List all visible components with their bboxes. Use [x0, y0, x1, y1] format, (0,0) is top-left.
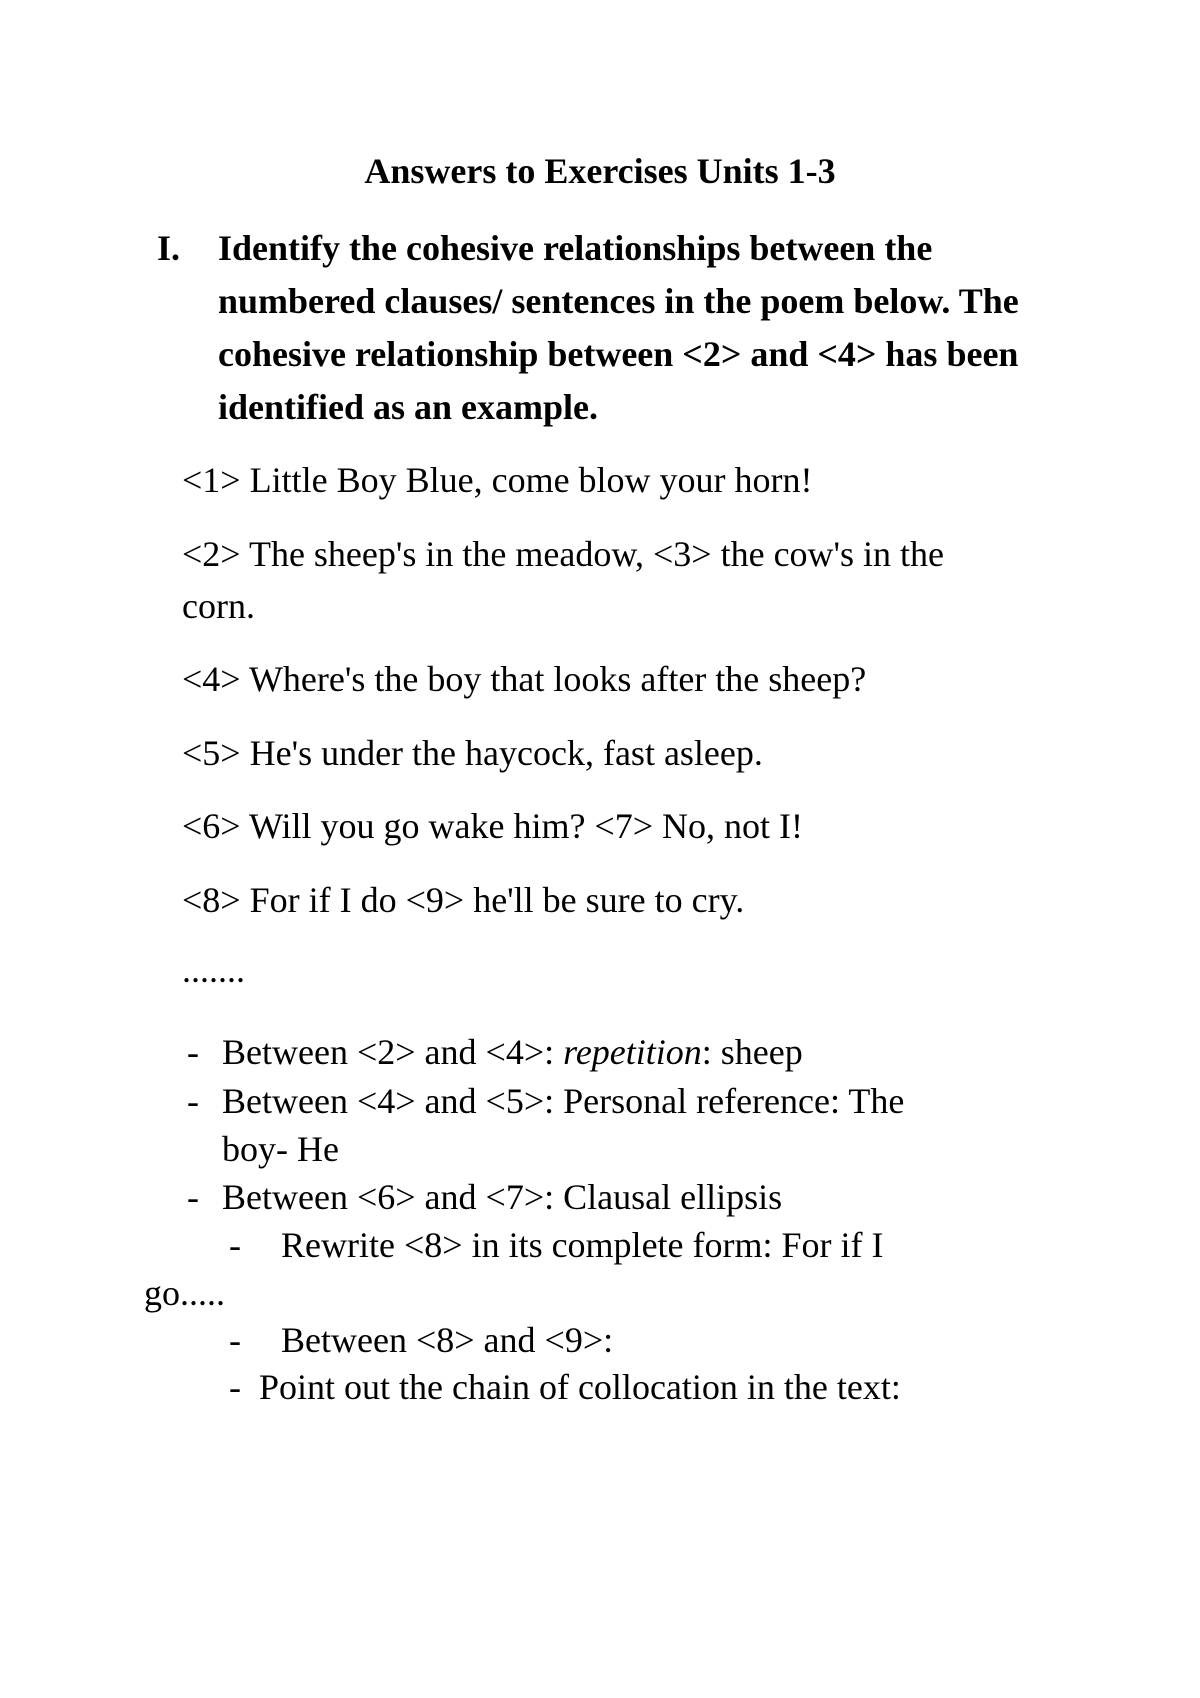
answer-1-term: repetition: [563, 1032, 702, 1072]
bullet-dash: -: [229, 1320, 241, 1360]
bullet-dash: -: [229, 1367, 241, 1407]
answer-4: Rewrite <8> in its complete form: For if I: [281, 1225, 884, 1265]
section-number: I.: [157, 228, 181, 268]
answer-5: Between <8> and <9>:: [281, 1320, 614, 1360]
page-title: Answers to Exercises Units 1-3: [364, 151, 836, 191]
bullet-dash: -: [187, 1177, 199, 1217]
bullet-dash: -: [229, 1225, 241, 1265]
poem-line-5: <5> He's under the haycock, fast asleep.: [182, 733, 763, 773]
bullet-dash: -: [187, 1032, 199, 1072]
answer-1: [222, 1032, 803, 1072]
answer-3: Between <6> and <7>: Clausal ellipsis: [222, 1177, 783, 1217]
answer-4-continued: go.....: [144, 1273, 225, 1313]
poem-ellipsis: .......: [182, 950, 245, 990]
bullet-dash: -: [187, 1081, 199, 1121]
poem-line-2-continued: corn.: [182, 586, 255, 626]
section-instructions: Identify the cohesive relationships between the numbered clauses/ sentences in the poem below. The cohesive relationship between <2> and <4> has been identified as an example.: [218, 228, 1019, 427]
answer-1-prefix: Between <2> and <4>:: [222, 1032, 564, 1072]
poem-line-4: <4> Where's the boy that looks after the sheep?: [182, 659, 867, 699]
answer-1-suffix: : sheep: [701, 1032, 803, 1072]
poem-line-2: <2> The sheep's in the meadow, <3> the cow's in the: [182, 534, 945, 574]
answer-2-continued: boy- He: [222, 1129, 339, 1169]
poem-line-8: <8> For if I do <9> he'll be sure to cry.: [182, 880, 745, 920]
answer-6: Point out the chain of collocation in the text:: [259, 1367, 901, 1407]
poem-line-1: <1> Little Boy Blue, come blow your horn!: [182, 460, 813, 500]
poem-line-6: <6> Will you go wake him? <7> No, not I!: [182, 806, 804, 846]
answer-2: Between <4> and <5>: Personal reference: The: [222, 1081, 905, 1121]
